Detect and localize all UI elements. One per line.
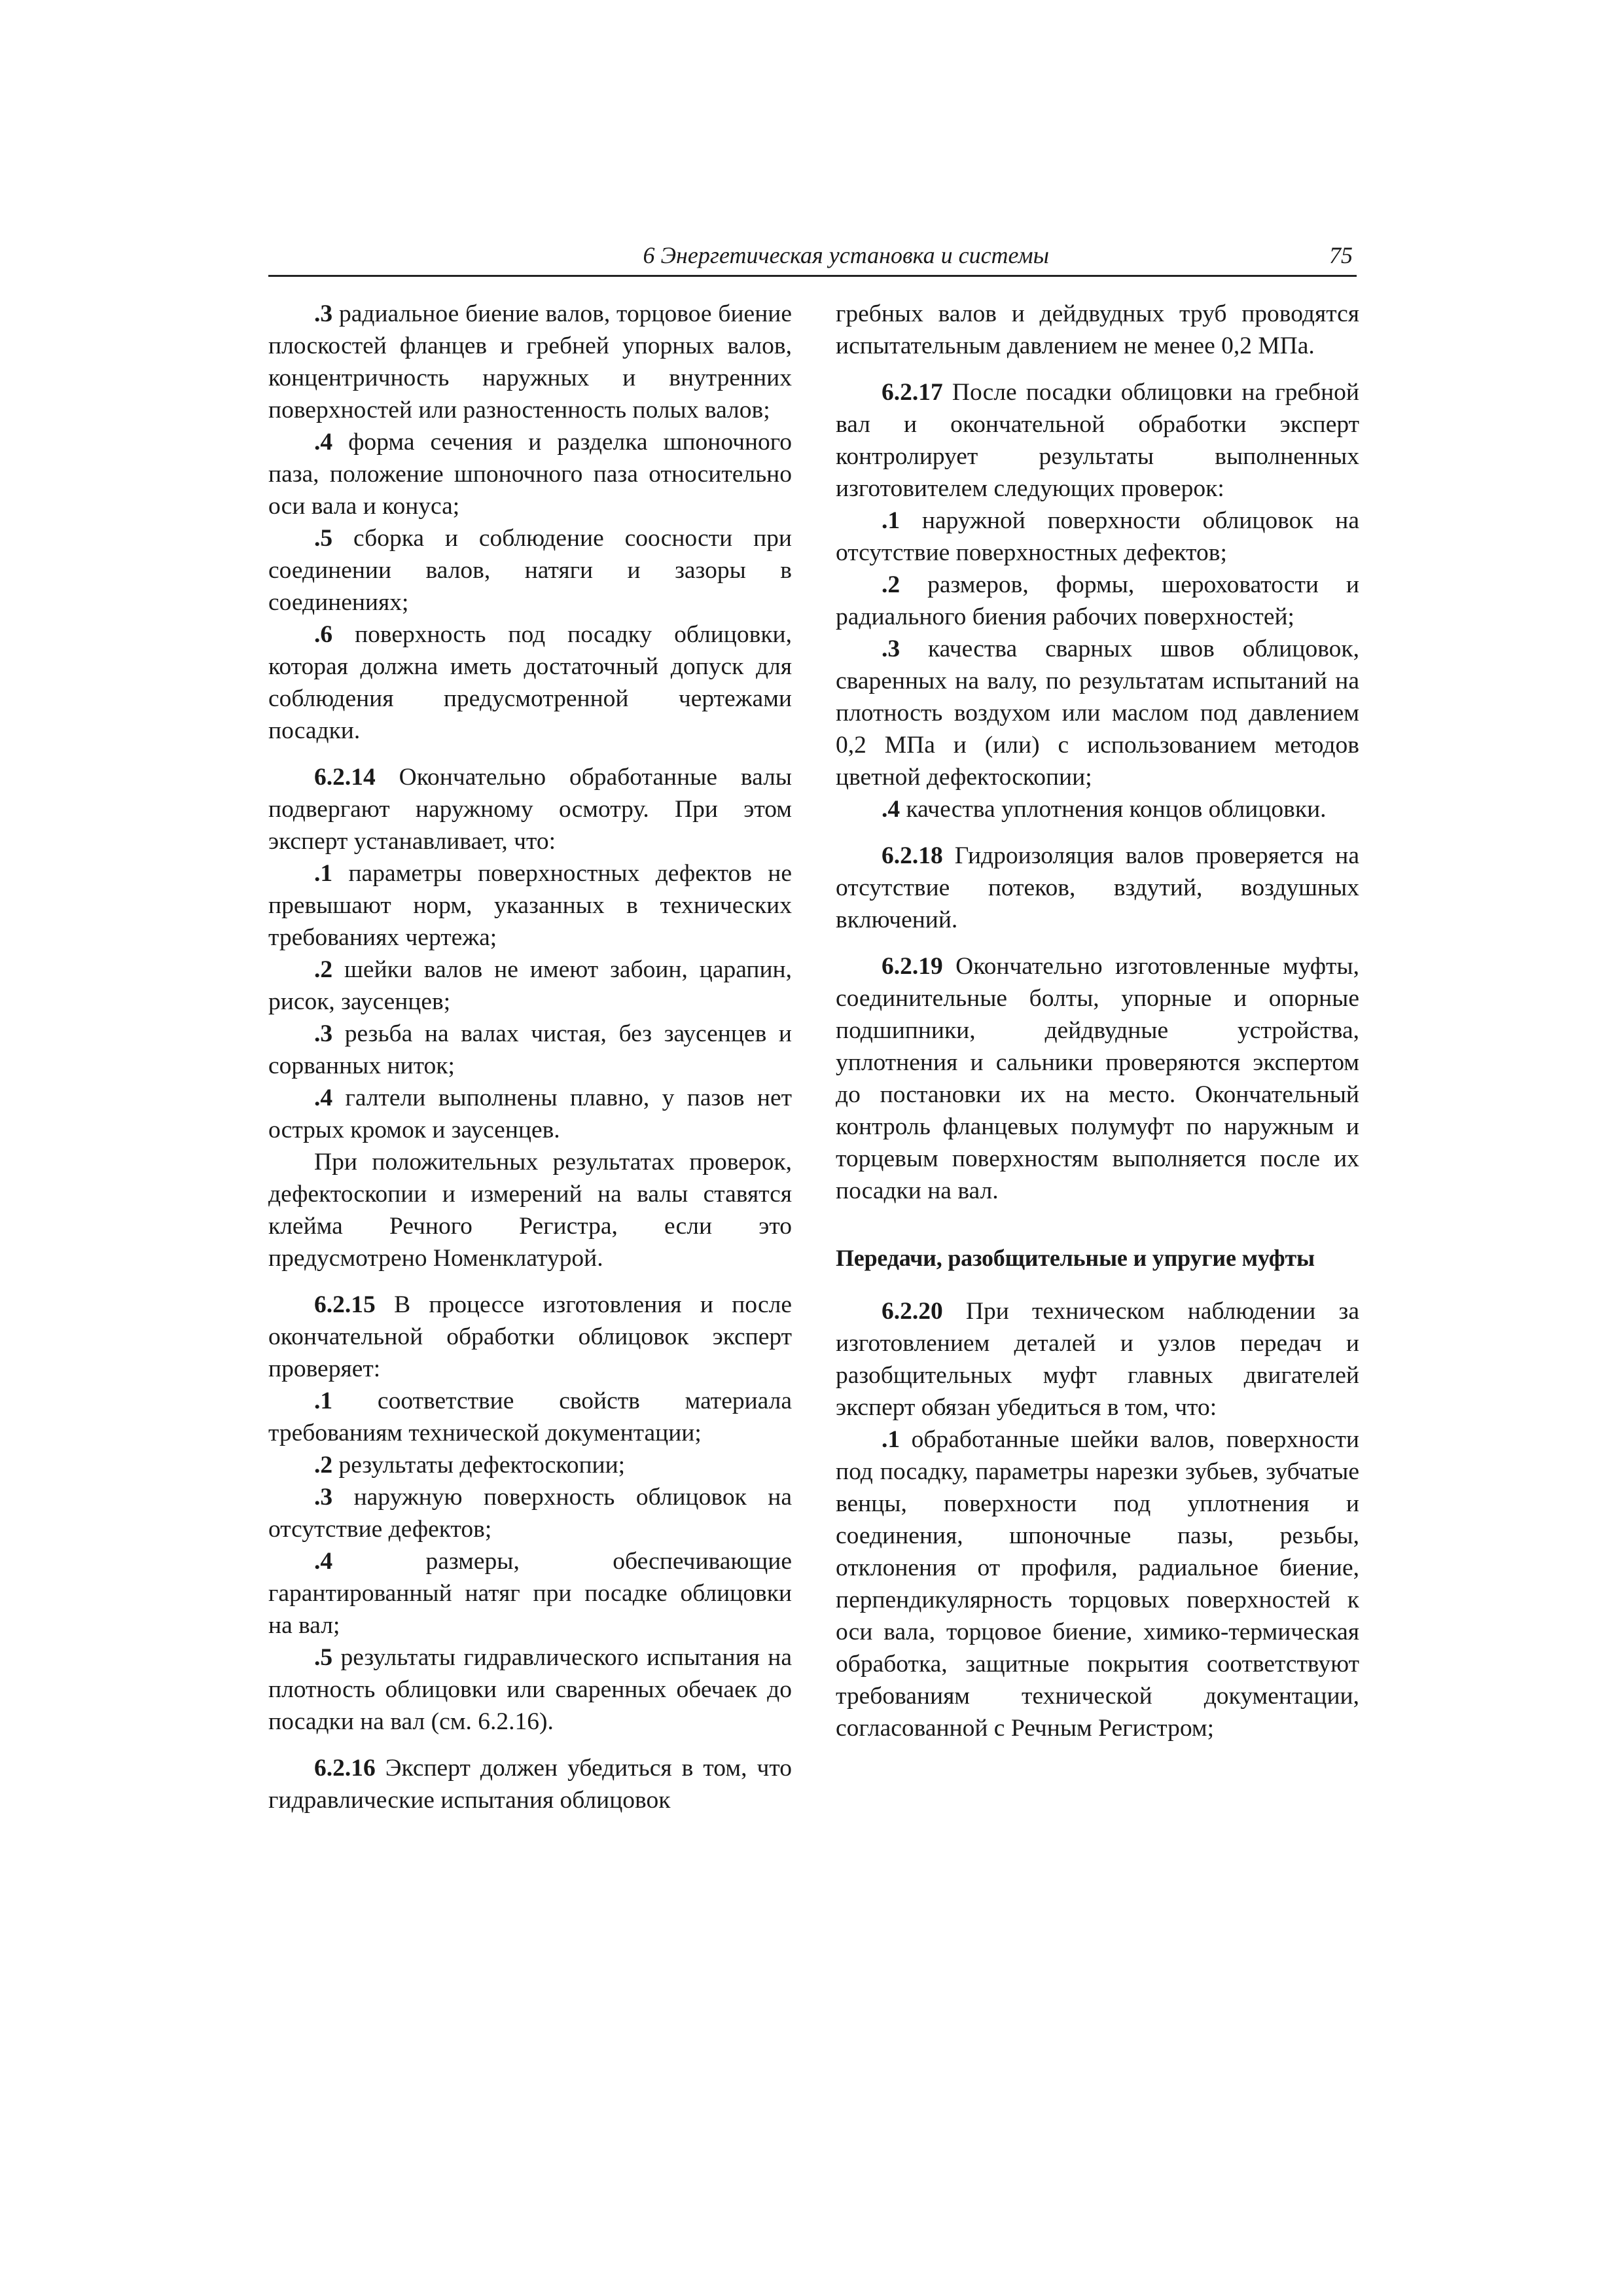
clause-text: гребных валов и дейдвудных труб проводятся испытательным давлением не менее 0,2 МПа. — [836, 300, 1359, 359]
list-item — [268, 1545, 792, 1641]
clause-text: шейки валов не имеют забоин, царапин, рисок, заусенцев; — [268, 956, 792, 1015]
clause-text: качества уплотнения концов облицовки. — [900, 796, 1327, 823]
list-item — [836, 298, 1359, 362]
clause-text: После посадки облицовки на гребной вал и окончательной обработки эксперт контролирует результаты выполненных изготовителем следующих проверок: — [836, 379, 1359, 502]
clause-paragraph — [836, 840, 1359, 936]
clause-text: обработанные шейки валов, поверхности под посадку, параметры нарезки зубьев, зубчатые венцы, поверхности под уплотнения и соединения, шпоночные пазы, резьбы, отклонения от профиля, радиальное биение, перпендикулярность торцовых поверхностей к оси вала, торцовое биение, химико-термическая обработка, защитные покрытия соответствуют требованиям технической документации, согласованной с Речным Регистром; — [836, 1426, 1359, 1742]
clause-number: .4 — [314, 1085, 333, 1111]
left-column — [268, 298, 792, 1816]
clause-text: качества сварных швов облицовок, сваренных на валу, по результатам испытаний на плотность воздухом или маслом под давлением 0,2 МПа и (или) с использованием методов цветной дефектоскопии; — [836, 636, 1359, 791]
clause-number: 6.2.18 — [882, 842, 943, 869]
clause-number: .2 — [314, 1452, 333, 1479]
clause-number: .4 — [882, 796, 901, 823]
list-item — [268, 1082, 792, 1146]
clause-number: .3 — [314, 1484, 333, 1511]
clause-number: .5 — [314, 1644, 333, 1671]
list-item — [836, 505, 1359, 569]
clause-number: 6.2.15 — [314, 1291, 376, 1318]
clause-paragraph — [836, 376, 1359, 505]
clause-text: наружную поверхность облицовок на отсутствие дефектов; — [268, 1484, 792, 1543]
clause-number: .2 — [314, 956, 333, 983]
list-item — [268, 522, 792, 619]
list-item — [268, 1641, 792, 1738]
list-item — [268, 1449, 792, 1481]
clause-text: результаты дефектоскопии; — [332, 1452, 626, 1479]
clause-text: При положительных результатах проверок, дефектоскопии и измерений на валы ставятся клейма Речного Регистра, если это предусмотрено Номенклатурой. — [268, 1149, 792, 1272]
clause-number: .2 — [882, 571, 901, 598]
clause-number: 6.2.19 — [882, 953, 943, 980]
clause-number: .5 — [314, 525, 333, 552]
clause-number: .6 — [314, 621, 333, 648]
clause-text: результаты гидравлического испытания на плотность облицовки или сваренных обечаек до посадки на вал (см. 6.2.16). — [268, 1644, 792, 1735]
clause-paragraph — [268, 1289, 792, 1385]
clause-text: Окончательно обработанные валы подвергают наружному осмотру. При этом эксперт устанавливает, что: — [268, 764, 792, 855]
clause-text: поверхность под посадку облицовки, которая должна иметь достаточный допуск для соблюдения предусмотренной чертежами посадки. — [268, 621, 792, 744]
list-item — [268, 1385, 792, 1449]
clause-number: .1 — [882, 507, 901, 534]
clause-text: размеров, формы, шероховатости и радиального биения рабочих поверхностей; — [836, 571, 1359, 630]
clause-number: .4 — [314, 429, 333, 456]
clause-text: соответствие свойств материала требованиям технической документации; — [268, 1388, 792, 1446]
clause-text: параметры поверхностных дефектов не превышают норм, указанных в технических требованиях чертежа; — [268, 860, 792, 951]
clause-number: 6.2.17 — [882, 379, 943, 406]
page-number: 75 — [1329, 242, 1353, 268]
clause-number: 6.2.20 — [882, 1298, 943, 1325]
running-header — [268, 241, 1357, 277]
section-heading: Передачи, разобщительные и упругие муфты — [836, 1245, 1315, 1271]
clause-number: .1 — [314, 860, 333, 887]
list-item — [268, 857, 792, 954]
clause-number: .1 — [314, 1388, 333, 1414]
clause-text: наружной поверхности облицовок на отсутствие поверхностных дефектов; — [836, 507, 1359, 566]
list-item — [268, 1146, 792, 1274]
clause-text: При техническом наблюдении за изготовлением деталей и узлов передач и разобщительных муфт главных двигателей эксперт обязан убедиться в том, что: — [836, 1298, 1359, 1421]
clause-paragraph — [268, 1752, 792, 1816]
clause-number: .4 — [314, 1548, 333, 1575]
clause-text: В процессе изготовления и после окончательной обработки облицовок эксперт проверяет: — [268, 1291, 792, 1382]
clause-text: Окончательно изготовленные муфты, соединительные болты, упорные и опорные подшипники, дейдвудные устройства, уплотнения и сальники проверяются экспертом до постановки их на место. Окончательный контроль фланцевых полумуфт по наружным и торцевым поверхностям выполняется после их посадки на вал. — [836, 953, 1359, 1204]
clause-text: резьба на валах чистая, без заусенцев и сорванных ниток; — [268, 1020, 792, 1079]
clause-paragraph — [268, 761, 792, 857]
list-item — [268, 619, 792, 747]
right-column — [836, 298, 1359, 1744]
clause-text: галтели выполнены плавно, у пазов нет острых кромок и заусенцев. — [268, 1085, 792, 1143]
clause-text: радиальное биение валов, торцовое биение плоскостей фланцев и гребней упорных валов, концентричность наружных и внутренних поверхностей или разностенность полых валов; — [268, 300, 792, 423]
list-item — [268, 1018, 792, 1082]
clause-number: .3 — [882, 636, 901, 662]
list-item — [836, 569, 1359, 633]
list-item — [268, 1481, 792, 1545]
running-title: 6 Энергетическая установка и системы — [643, 242, 1049, 268]
clause-paragraph — [836, 950, 1359, 1207]
list-item — [268, 298, 792, 426]
list-item — [268, 426, 792, 522]
clause-number: 6.2.16 — [314, 1755, 376, 1782]
clause-number: 6.2.14 — [314, 764, 376, 791]
list-item — [836, 633, 1359, 793]
clause-text: форма сечения и разделка шпоночного паза, положение шпоночного паза относительно оси вала и конуса; — [268, 429, 792, 520]
clause-text: Гидроизоляция валов проверяется на отсутствие потеков, вздутий, воздушных включений. — [836, 842, 1359, 933]
list-item — [836, 1424, 1359, 1744]
clause-text: размеры, обеспечивающие гарантированный натяг при посадке облицовки на вал; — [268, 1548, 792, 1639]
clause-number: .3 — [314, 1020, 333, 1047]
list-item — [836, 793, 1359, 825]
clause-text: сборка и соблюдение соосности при соединении валов, натяги и зазоры в соединениях; — [268, 525, 792, 616]
clause-number: .1 — [882, 1426, 901, 1453]
clause-text: Эксперт должен убедиться в том, что гидравлические испытания облицовок — [268, 1755, 792, 1814]
clause-paragraph — [836, 1295, 1359, 1424]
clause-number: .3 — [314, 300, 333, 327]
list-item — [268, 954, 792, 1018]
